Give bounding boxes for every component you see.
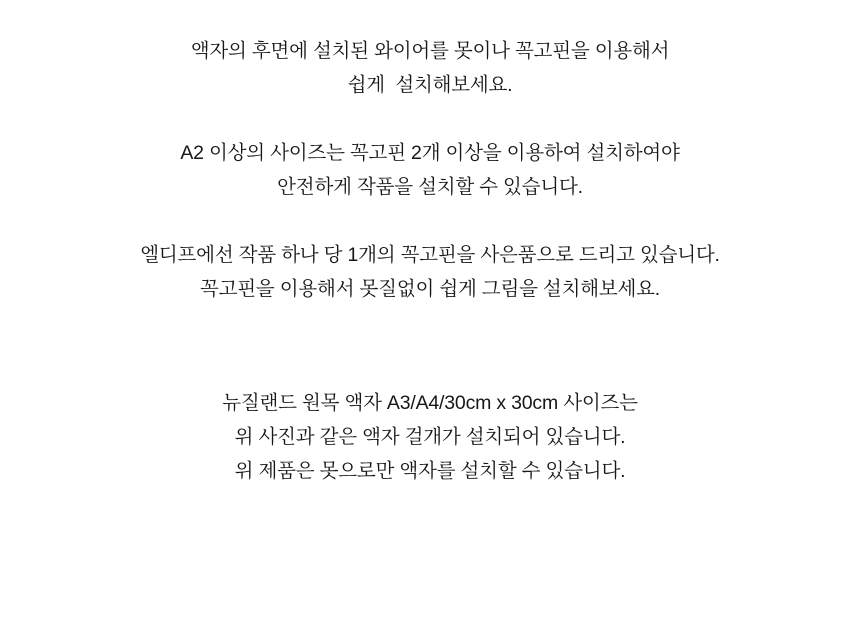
- text-line: 쉽게 설치해보세요.: [347, 74, 513, 96]
- text-line: 안전하게 작품을 설치할 수 있습니다.: [277, 176, 583, 198]
- text-line: 위 제품은 못으로만 액자를 설치할 수 있습니다.: [234, 460, 626, 482]
- paragraph-install-wire: [0, 34, 860, 102]
- text-line: 위 사진과 같은 액자 걸개가 설치되어 있습니다.: [234, 426, 626, 448]
- text-line: 액자의 후면에 설치된 와이어를 못이나 꼭고핀을 이용해서: [190, 40, 670, 62]
- text-line: 엘디프에선 작품 하나 당 1개의 꼭고핀을 사은품으로 드리고 있습니다.: [140, 244, 720, 266]
- paragraph-gift-note: [0, 238, 860, 306]
- text-line: 꼭고핀을 이용해서 못질없이 쉽게 그림을 설치해보세요.: [200, 278, 660, 300]
- paragraph-newzealand-frame-note: [0, 386, 860, 488]
- text-line: 뉴질랜드 원목 액자 A3/A4/30cm x 30cm 사이즈는: [222, 392, 638, 414]
- paragraph-a2-size-note: [0, 136, 860, 204]
- text-line: A2 이상의 사이즈는 꼭고핀 2개 이상을 이용하여 설치하여야: [180, 142, 680, 164]
